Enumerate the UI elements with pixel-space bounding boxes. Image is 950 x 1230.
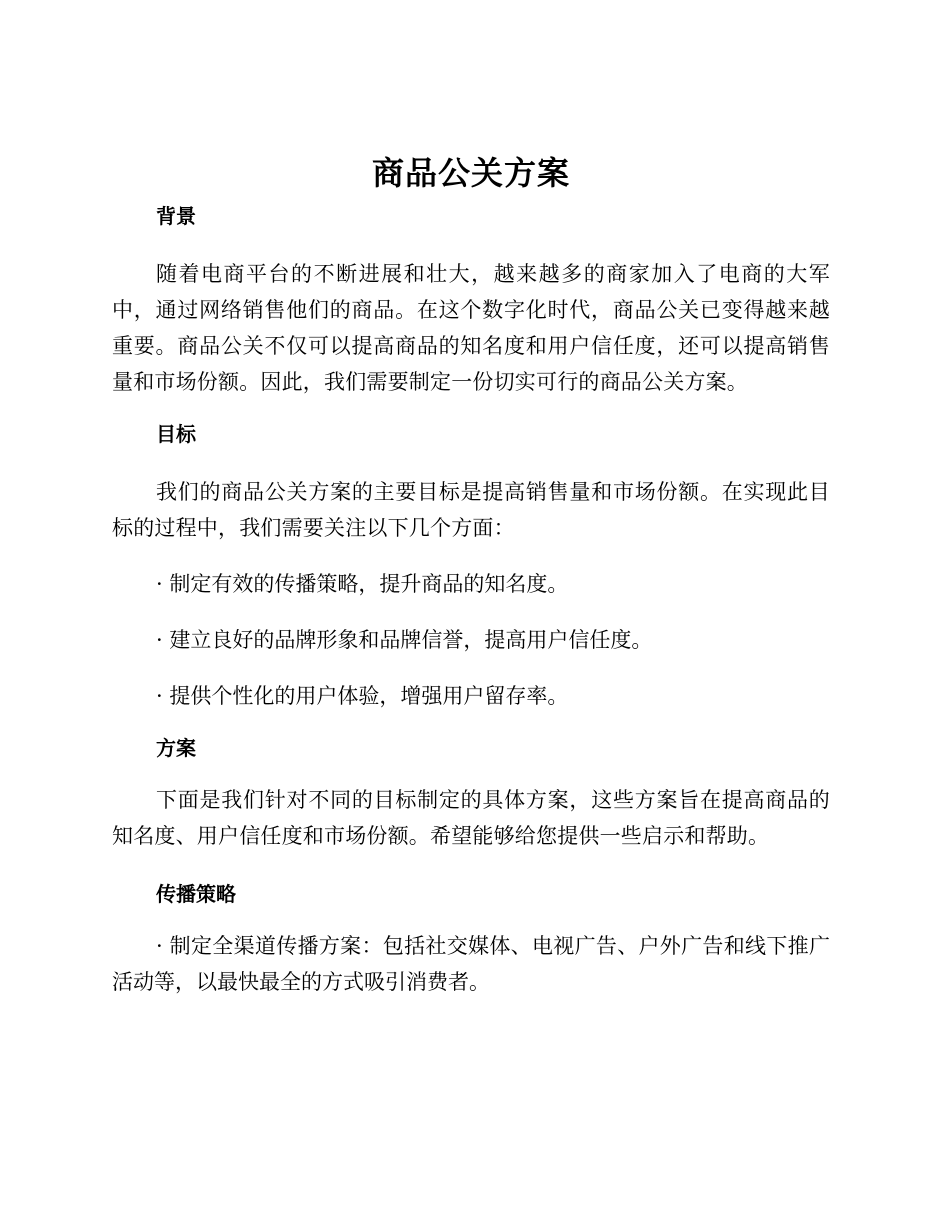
goal-bullet-item: · 制定有效的传播策略，提升商品的知名度。 <box>156 572 569 596</box>
spacer <box>112 658 830 678</box>
section-heading-communication-strategy: 传播策略 <box>156 882 236 906</box>
spacer <box>112 602 830 622</box>
strategy-bullet-item: · 制定全渠道传播方案：包括社交媒体、电视广告、户外广告和线下推广活动等，以最快最全的方式吸引消费者。 <box>112 934 830 994</box>
spacer <box>112 768 830 782</box>
section-heading-plan: 方案 <box>156 736 196 760</box>
spacer <box>112 400 830 414</box>
document-body <box>112 150 830 1000</box>
spacer <box>112 236 830 256</box>
background-paragraph: 随着电商平台的不断进展和壮大，越来越多的商家加入了电商的大军中，通过网络销售他们的商品。在这个数字化时代，商品公关已变得越来越重要。商品公关不仅可以提高商品的知名度和用户信任度，还可以提高销售量和市场份额。因此，我们需要制定一份切实可行的商品公关方案。 <box>112 262 830 394</box>
plan-paragraph: 下面是我们针对不同的目标制定的具体方案，这些方案旨在提高商品的知名度、用户信任度和市场份额。希望能够给您提供一些启示和帮助。 <box>112 788 830 848</box>
spacer <box>112 714 830 728</box>
goals-paragraph: 我们的商品公关方案的主要目标是提高销售量和市场份额。在实现此目标的过程中，我们需要关注以下几个方面： <box>112 480 830 540</box>
goal-bullet-item: · 提供个性化的用户体验，增强用户留存率。 <box>156 684 569 708</box>
spacer <box>112 854 830 874</box>
goal-bullet-item: · 建立良好的品牌形象和品牌信誉，提高用户信任度。 <box>156 628 653 652</box>
section-heading-background: 背景 <box>156 204 196 228</box>
spacer <box>112 546 830 566</box>
document-title: 商品公关方案 <box>371 154 570 192</box>
spacer <box>112 914 830 928</box>
spacer <box>112 454 830 474</box>
section-heading-goals: 目标 <box>156 422 196 446</box>
